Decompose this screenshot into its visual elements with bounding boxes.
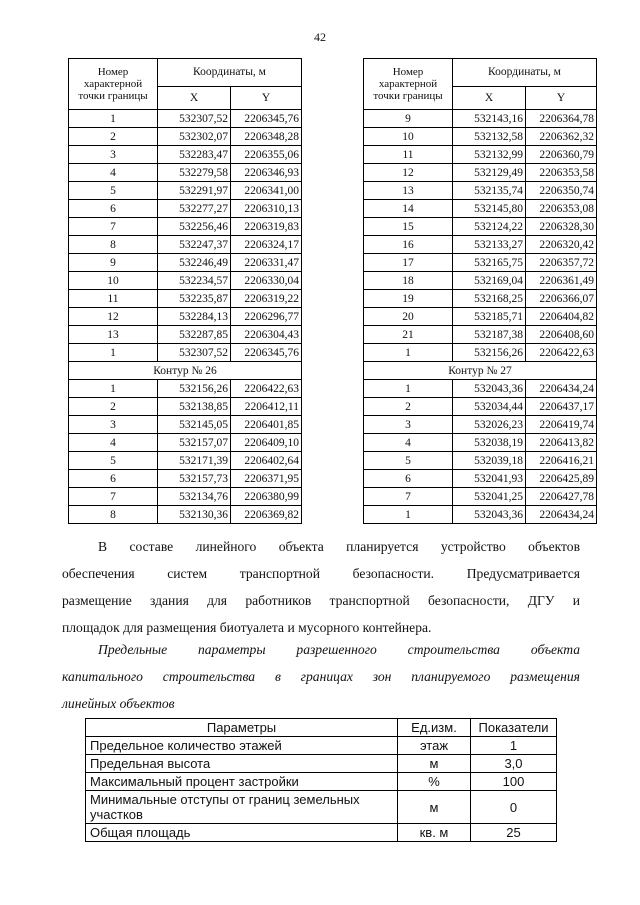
table-row (364, 164, 597, 182)
table-row (69, 326, 302, 344)
table-row (364, 416, 597, 434)
table-row (364, 326, 597, 344)
point-number: 10 (69, 272, 158, 290)
y-coordinate: 2206401,85 (231, 416, 302, 434)
y-coordinate: 2206412,11 (231, 398, 302, 416)
y-coordinate: 2206357,72 (526, 254, 597, 272)
x-coordinate: 532287,85 (158, 326, 231, 344)
table-row (69, 110, 302, 128)
point-number: 9 (364, 110, 453, 128)
parameter-value: 1 (471, 737, 557, 755)
x-coordinate: 532246,49 (158, 254, 231, 272)
point-number: 5 (69, 452, 158, 470)
table-row (69, 254, 302, 272)
table-row (69, 308, 302, 326)
contour-label: Контур № 27 (364, 362, 597, 380)
point-number: 11 (69, 290, 158, 308)
point-number: 2 (69, 398, 158, 416)
y-coordinate: 2206331,47 (231, 254, 302, 272)
point-number: 1 (69, 380, 158, 398)
table-row (364, 128, 597, 146)
y-coordinate: 2206369,82 (231, 506, 302, 524)
x-header: X (453, 86, 526, 109)
x-coordinate: 532291,97 (158, 182, 231, 200)
parameter-value: 25 (471, 824, 557, 842)
x-coordinate: 532256,46 (158, 218, 231, 236)
y-coordinate: 2206413,82 (526, 434, 597, 452)
table-row (364, 344, 597, 362)
parameter-value: 100 (471, 773, 557, 791)
point-number: 7 (364, 488, 453, 506)
parameter-name: Максимальный процент застройки (86, 773, 398, 791)
y-coordinate: 2206434,24 (526, 380, 597, 398)
point-number: 21 (364, 326, 453, 344)
y-coordinate: 2206310,13 (231, 200, 302, 218)
y-coordinate: 2206361,49 (526, 272, 597, 290)
parameters-column-header: Параметры (86, 719, 398, 737)
table-row (69, 182, 302, 200)
x-coordinate: 532187,38 (453, 326, 526, 344)
point-number: 20 (364, 308, 453, 326)
table-row (69, 164, 302, 182)
paragraph-line: В составе линейного объекта планируется устройство объектов (98, 539, 580, 554)
x-coordinate: 532277,27 (158, 200, 231, 218)
table-row (86, 791, 557, 824)
y-coordinate: 2206296,77 (231, 308, 302, 326)
parameter-value: 3,0 (471, 755, 557, 773)
table-row (69, 236, 302, 254)
y-coordinate: 2206402,64 (231, 452, 302, 470)
point-number: 4 (69, 434, 158, 452)
point-number: 19 (364, 290, 453, 308)
table-row (364, 470, 597, 488)
parameter-unit: м (398, 791, 471, 824)
point-number: 4 (364, 434, 453, 452)
security-objects-paragraph (62, 533, 580, 641)
heading-line: линейных объектов (62, 696, 175, 711)
y-coordinate: 2206304,43 (231, 326, 302, 344)
y-coordinate: 2206350,74 (526, 182, 597, 200)
x-header: X (158, 86, 231, 109)
point-number: 17 (364, 254, 453, 272)
contour-label: Контур № 26 (69, 362, 302, 380)
table-row (69, 470, 302, 488)
y-coordinate: 2206434,24 (526, 506, 597, 524)
parameter-name: Предельное количество этажей (86, 737, 398, 755)
table-row (86, 737, 557, 755)
x-coordinate: 532129,49 (453, 164, 526, 182)
x-coordinate: 532034,44 (453, 398, 526, 416)
y-coordinate: 2206353,58 (526, 164, 597, 182)
x-coordinate: 532235,87 (158, 290, 231, 308)
x-coordinate: 532124,22 (453, 218, 526, 236)
x-coordinate: 532247,37 (158, 236, 231, 254)
point-number: 9 (69, 254, 158, 272)
y-coordinate: 2206330,04 (231, 272, 302, 290)
point-number: 3 (69, 416, 158, 434)
x-coordinate: 532234,57 (158, 272, 231, 290)
paragraph-line: размещение здания для работников транспортной безопасности, ДГУ и (62, 593, 580, 608)
parameter-name: Минимальные отступы от границ земельных участков (86, 791, 398, 824)
contour-row (69, 362, 302, 380)
parameter-unit: кв. м (398, 824, 471, 842)
point-number: 14 (364, 200, 453, 218)
x-coordinate: 532169,04 (453, 272, 526, 290)
y-coordinate: 2206422,63 (526, 344, 597, 362)
point-number-header: Номер характерной точки границы (364, 59, 453, 110)
point-number: 6 (69, 470, 158, 488)
table-row (69, 452, 302, 470)
y-coordinate: 2206371,95 (231, 470, 302, 488)
point-number: 5 (364, 452, 453, 470)
table-row (364, 110, 597, 128)
x-coordinate: 532039,18 (453, 452, 526, 470)
parameter-unit: этаж (398, 737, 471, 755)
table-row (69, 200, 302, 218)
y-coordinate: 2206422,63 (231, 380, 302, 398)
table-row (86, 773, 557, 791)
x-coordinate: 532133,27 (453, 236, 526, 254)
table-row (69, 146, 302, 164)
point-number: 5 (69, 182, 158, 200)
table-row (364, 452, 597, 470)
point-number: 18 (364, 272, 453, 290)
point-number: 12 (364, 164, 453, 182)
x-coordinate: 532132,58 (453, 128, 526, 146)
table-row (364, 434, 597, 452)
point-number: 8 (69, 236, 158, 254)
table-row (69, 218, 302, 236)
point-number: 2 (69, 128, 158, 146)
x-coordinate: 532156,26 (158, 380, 231, 398)
table-row (364, 398, 597, 416)
y-header: Y (231, 86, 302, 109)
x-coordinate: 532041,93 (453, 470, 526, 488)
coordinates-header: Координаты, м (453, 59, 597, 87)
x-coordinate: 532145,80 (453, 200, 526, 218)
table-row (69, 380, 302, 398)
x-coordinate: 532156,26 (453, 344, 526, 362)
table-row (69, 398, 302, 416)
table-row (364, 506, 597, 524)
y-coordinate: 2206425,89 (526, 470, 597, 488)
y-coordinate: 2206346,93 (231, 164, 302, 182)
point-number: 8 (69, 506, 158, 524)
point-number: 7 (69, 218, 158, 236)
y-coordinate: 2206341,00 (231, 182, 302, 200)
page-number: 42 (314, 30, 326, 44)
y-coordinate: 2206320,42 (526, 236, 597, 254)
x-coordinate: 532157,73 (158, 470, 231, 488)
table-row (86, 824, 557, 842)
coordinates-body (69, 110, 302, 524)
table-row (364, 290, 597, 308)
y-coordinate: 2206328,30 (526, 218, 597, 236)
parameter-unit: м (398, 755, 471, 773)
x-coordinate: 532138,85 (158, 398, 231, 416)
point-number: 3 (69, 146, 158, 164)
x-coordinate: 532043,36 (453, 506, 526, 524)
point-number: 1 (69, 110, 158, 128)
x-coordinate: 532302,07 (158, 128, 231, 146)
value-column-header: Показатели (471, 719, 557, 737)
y-coordinate: 2206324,17 (231, 236, 302, 254)
table-row (364, 254, 597, 272)
table-row (364, 236, 597, 254)
x-coordinate: 532168,25 (453, 290, 526, 308)
y-coordinate: 2206380,99 (231, 488, 302, 506)
y-coordinate: 2206360,79 (526, 146, 597, 164)
y-coordinate: 2206437,17 (526, 398, 597, 416)
point-number: 1 (364, 344, 453, 362)
table-row (69, 128, 302, 146)
y-coordinate: 2206355,06 (231, 146, 302, 164)
heading-line: Предельные параметры разрешенного строительства объекта (98, 642, 580, 657)
table-row (69, 434, 302, 452)
point-number: 2 (364, 398, 453, 416)
table-row (364, 272, 597, 290)
point-number: 11 (364, 146, 453, 164)
point-number: 3 (364, 416, 453, 434)
table-row (364, 488, 597, 506)
y-coordinate: 2206348,28 (231, 128, 302, 146)
point-number: 13 (69, 326, 158, 344)
y-coordinate: 2206416,21 (526, 452, 597, 470)
y-coordinate: 2206319,83 (231, 218, 302, 236)
y-coordinate: 2206408,60 (526, 326, 597, 344)
parameter-value: 0 (471, 791, 557, 824)
point-number: 13 (364, 182, 453, 200)
point-number-header: Номер характерной точки границы (69, 59, 158, 110)
table-row (69, 272, 302, 290)
parameter-name: Предельная высота (86, 755, 398, 773)
table-row (69, 506, 302, 524)
table-row (69, 416, 302, 434)
paragraph-line: площадок для размещения биотуалета и мусорного контейнера. (62, 620, 432, 635)
coordinates-header: Координаты, м (158, 59, 302, 87)
x-coordinate: 532135,74 (453, 182, 526, 200)
x-coordinate: 532041,25 (453, 488, 526, 506)
point-number: 1 (364, 506, 453, 524)
table-row (364, 200, 597, 218)
parameter-unit: % (398, 773, 471, 791)
y-coordinate: 2206353,08 (526, 200, 597, 218)
y-header: Y (526, 86, 597, 109)
point-number: 4 (69, 164, 158, 182)
x-coordinate: 532134,76 (158, 488, 231, 506)
x-coordinate: 532307,52 (158, 344, 231, 362)
table-row (364, 146, 597, 164)
table-row (69, 290, 302, 308)
x-coordinate: 532043,36 (453, 380, 526, 398)
x-coordinate: 532132,99 (453, 146, 526, 164)
y-coordinate: 2206345,76 (231, 344, 302, 362)
point-number: 7 (69, 488, 158, 506)
table-row (86, 755, 557, 773)
unit-column-header: Ед.изм. (398, 719, 471, 737)
y-coordinate: 2206419,74 (526, 416, 597, 434)
parameters-table (85, 718, 557, 842)
x-coordinate: 532279,58 (158, 164, 231, 182)
x-coordinate: 532143,16 (453, 110, 526, 128)
paragraph-line: обеспечения систем транспортной безопасности. Предусматривается (62, 566, 580, 581)
coordinates-body (364, 110, 597, 524)
table-row (364, 380, 597, 398)
parameter-name: Общая площадь (86, 824, 398, 842)
point-number: 10 (364, 128, 453, 146)
y-coordinate: 2206427,78 (526, 488, 597, 506)
point-number: 12 (69, 308, 158, 326)
x-coordinate: 532157,07 (158, 434, 231, 452)
x-coordinate: 532038,19 (453, 434, 526, 452)
coordinates-table-right (363, 58, 597, 524)
y-coordinate: 2206364,78 (526, 110, 597, 128)
x-coordinate: 532307,52 (158, 110, 231, 128)
parameters-heading (62, 636, 580, 717)
x-coordinate: 532171,39 (158, 452, 231, 470)
x-coordinate: 532165,75 (453, 254, 526, 272)
table-row (69, 344, 302, 362)
table-row (364, 308, 597, 326)
x-coordinate: 532130,36 (158, 506, 231, 524)
coordinates-table-left (68, 58, 302, 524)
point-number: 6 (69, 200, 158, 218)
heading-line: капитального строительства в границах зон планируемого размещения (62, 669, 580, 684)
point-number: 16 (364, 236, 453, 254)
y-coordinate: 2206409,10 (231, 434, 302, 452)
point-number: 6 (364, 470, 453, 488)
y-coordinate: 2206319,22 (231, 290, 302, 308)
x-coordinate: 532026,23 (453, 416, 526, 434)
y-coordinate: 2206345,76 (231, 110, 302, 128)
table-row (69, 488, 302, 506)
x-coordinate: 532284,13 (158, 308, 231, 326)
table-row (364, 182, 597, 200)
x-coordinate: 532185,71 (453, 308, 526, 326)
y-coordinate: 2206404,82 (526, 308, 597, 326)
contour-row (364, 362, 597, 380)
x-coordinate: 532283,47 (158, 146, 231, 164)
point-number: 1 (69, 344, 158, 362)
y-coordinate: 2206362,32 (526, 128, 597, 146)
point-number: 15 (364, 218, 453, 236)
x-coordinate: 532145,05 (158, 416, 231, 434)
point-number: 1 (364, 380, 453, 398)
table-row (364, 218, 597, 236)
y-coordinate: 2206366,07 (526, 290, 597, 308)
